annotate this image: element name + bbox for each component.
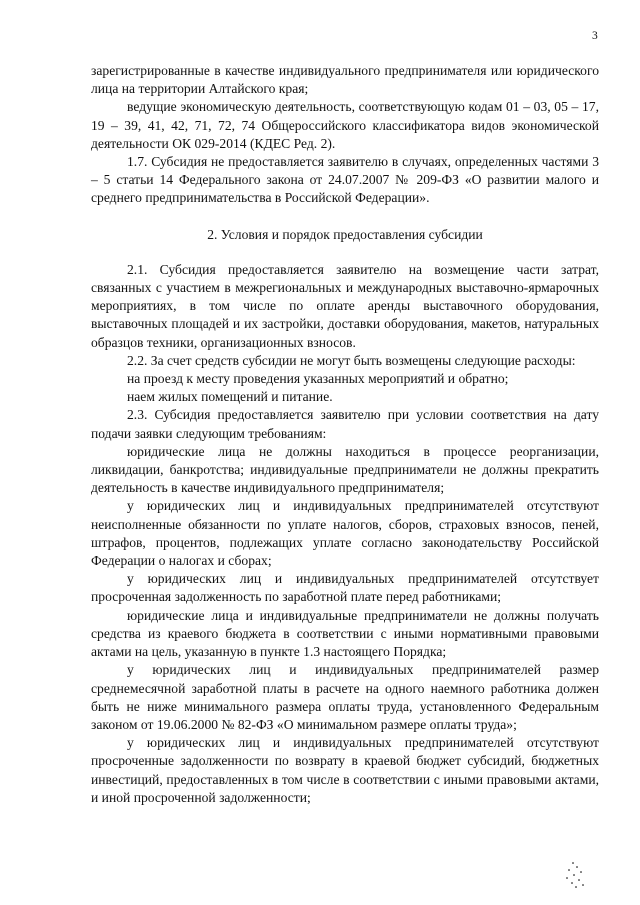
section-heading: 2. Условия и порядок предоставления субсидии bbox=[207, 226, 483, 242]
document-body bbox=[91, 62, 599, 807]
paragraph: у юридических лиц и индивидуальных предпринимателей отсутствуют просроченные задолженности по возврату в краевой бюджет субсидий, бюджетных инвестиций, предоставленных в том числе в соответствии с иными правовыми актами, и иной просроченной задолженности; bbox=[91, 735, 599, 805]
paragraph: у юридических лиц и индивидуальных предпринимателей отсутствуют неисполненные обязанности по уплате налогов, сборов, страховых взносов, пеней, штрафов, процентов, подлежащих уплате согласно законодательству Российской Федерации о налогах и сборах; bbox=[91, 498, 599, 569]
page-number: 3 bbox=[592, 30, 598, 42]
paragraph: юридические лица и индивидуальные предприниматели не должны получать средства из краевого бюджета в соответствии с иными нормативными правовыми актами на цель, указанную в пункте 1.3 настоящего Порядка; bbox=[91, 607, 599, 660]
paragraph: 1.7. Субсидия не предоставляется заявителю в случаях, определенных частями 3 – 5 статьи 14 Федерального закона от 24.07.2007 № 209-ФЗ «О развитии малого и среднего предпринимательства в Российской Федерации». bbox=[91, 154, 599, 206]
paragraph: 2.1. Субсидия предоставляется заявителю на возмещение части затрат, связанных с участием в межрегиональных и международных выставочно-ярмарочных мероприятиях, в том числе по оплате аренды выставочного оборудования, выставочных площадей и их застройки, доставки оборудования, макетов, натуральных образцов техники, организационных взносов. bbox=[91, 261, 599, 350]
paragraph: на проезд к месту проведения указанных мероприятий и обратно; bbox=[127, 371, 509, 387]
paragraph: 2.2. За счет средств субсидии не могут быть возмещены следующие расходы: bbox=[127, 352, 576, 368]
paragraph: 2.3. Субсидия предоставляется заявителю при условии соответствия на дату подачи заявки следующим требованиям: bbox=[91, 407, 599, 441]
paragraph: наем жилых помещений и питание. bbox=[127, 389, 333, 405]
paragraph: у юридических лиц и индивидуальных предпринимателей отсутствует просроченная задолженность по заработной плате перед работниками; bbox=[91, 571, 599, 605]
paragraph: юридические лица не должны находиться в процессе реорганизации, ликвидации, банкротства; индивидуальные предприниматели не должны прекратить деятельность в качестве индивидуального предпринимателя; bbox=[91, 443, 599, 496]
paragraph: ведущие экономическую деятельность, соответствующую кодам 01 – 03, 05 – 17, 19 – 39, 41, 42, 71, 72, 74 Общероссийского классификатора видов экономической деятельности ОК 029-2014 (КДЕС Ред. 2). bbox=[91, 99, 599, 151]
scan-speckle-mark bbox=[562, 860, 592, 890]
paragraph: у юридических лиц и индивидуальных предпринимателей размер среднемесячной заработной платы в расчете на одного наемного работника должен быть не ниже минимального размера оплаты труда, установленного Федеральным законом от 19.06.2000 № 82-ФЗ «О минимальном размере оплаты труда»; bbox=[91, 662, 599, 732]
paragraph: зарегистрированные в качестве индивидуального предпринимателя или юридического лица на территории Алтайского края; bbox=[91, 63, 599, 97]
